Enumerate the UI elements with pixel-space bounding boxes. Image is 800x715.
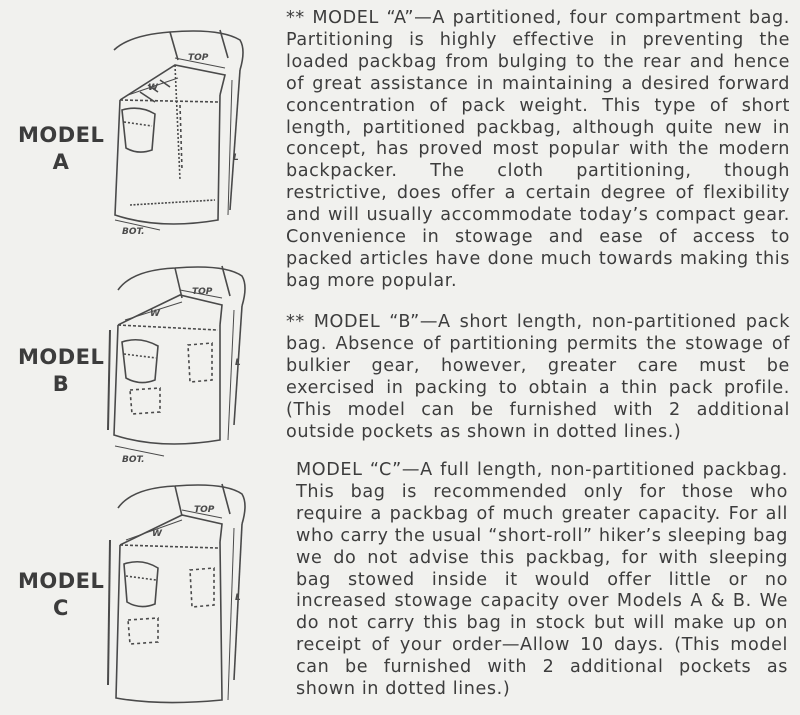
model-b-label-line1: MODEL bbox=[18, 345, 105, 369]
model-b-l-label: L bbox=[235, 358, 241, 368]
model-c-w-label: W bbox=[152, 529, 162, 539]
model-a-label-line2: A bbox=[52, 150, 70, 174]
model-c-l-label: L bbox=[235, 593, 241, 603]
model-a-diagram bbox=[100, 10, 280, 250]
model-a-description: ** MODEL “A”—A partitioned, four compartment bag. Partitioning is highly effective in preventing the loaded packbag from bulging to the rear and hence of great assistance in maintaining a desired forward concentration of pack weight. This type of short length, partitioned packbag, although quite new in concept, has proved most popular with the modern backpacker. The cloth partitioning, though restrictive, does offer a certain degree of flexibility and will usually accommodate today’s compact gear. Convenience in stowage and ease of access to packed articles have done much towards making this bag more popular. bbox=[286, 8, 790, 291]
model-c-top-label: TOP bbox=[194, 505, 215, 515]
model-a-label bbox=[18, 122, 104, 176]
model-b-description: ** MODEL “B”—A short length, non-partitioned pack bag. Absence of partitioning permits the stowage of bulkier gear, however, greater care must be exercised in packing to obtain a thin pack profile. (This model can be furnished with 2 additional outside pockets as shown in dotted lines.) bbox=[286, 312, 790, 442]
model-c-description: MODEL “C”—A full length, non-partitioned packbag. This bag is recommended only for those who require a packbag of much greater capacity. For all who carry the usual “short-roll” hiker’s sleeping bag we do not advise this packbag, for with sleeping bag stowed inside it would offer little or no increased stowage capacity over Models A & B. We do not carry this bag in stock but will make up on receipt of your order—Allow 10 days. (This model can be furnished with 2 additional pockets as shown in dotted lines.) bbox=[296, 460, 788, 700]
model-b-top-label: TOP bbox=[192, 287, 213, 297]
model-b-label-line2: B bbox=[52, 372, 70, 396]
model-b-bot-label: BOT. bbox=[122, 455, 145, 465]
model-c-label-line1: MODEL bbox=[18, 569, 105, 593]
model-a-top-label: TOP bbox=[188, 53, 209, 63]
model-c-label-line2: C bbox=[53, 596, 69, 620]
model-a-label-line1: MODEL bbox=[18, 123, 105, 147]
model-c-diagram bbox=[100, 470, 280, 710]
model-a-bot-label: BOT. bbox=[122, 227, 145, 237]
model-b-label bbox=[18, 344, 104, 398]
model-c-label bbox=[18, 568, 104, 622]
model-a-w-label: W bbox=[148, 83, 158, 93]
model-b-w-label: W bbox=[150, 309, 160, 319]
model-b-diagram bbox=[100, 250, 280, 470]
model-a-l-label: L bbox=[233, 153, 239, 163]
